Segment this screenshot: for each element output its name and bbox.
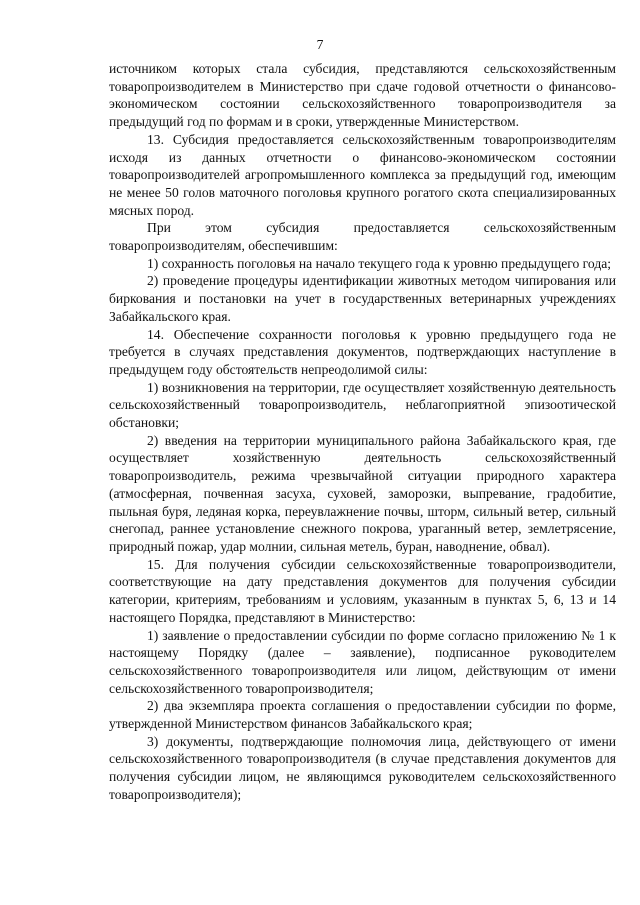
paragraph-item-15: 15. Для получения субсидии сельскохозяйственные товаропроизводители, соответствующие на дату представления документов для получения субсидии категории, критериям, требованиям и условиям, указанным в пунктах 5, 6, 13 и 14 настоящего Порядка, представляют в Министерство: bbox=[109, 556, 616, 625]
paragraph-continuation: источником которых стала субсидия, представляются сельскохозяйственным товаропроизводителем в Министерство при сдаче годовой отчетности о финансово-экономическом состоянии сельскохозяйственного товаропроизводителя за предыдущий год по формам и в сроки, утвержденные Министерством. bbox=[109, 61, 616, 130]
page-number: 7 bbox=[316, 37, 324, 52]
paragraph-document-3: 3) документы, подтверждающие полномочия лица, действующего от имени сельскохозяйственного товаропроизводителя (в случае представления документов для получения субсидии лицом, не являющимся руководителем сельскохозяйственного товаропроизводителя); bbox=[109, 733, 616, 802]
paragraph-document-2: 2) два экземпляра проекта соглашения о предоставлении субсидии по форме, утвержденной Министерством финансов Забайкальского края; bbox=[109, 698, 616, 732]
paragraph-item-13: 13. Субсидия предоставляется сельскохозяйственным товаропроизводителям исходя из данных отчетности о финансово-экономическом состоянии товаропроизводителей агропромышленного комплекса за предыдущий год, имеющим не менее 50 голов маточного поголовья крупного рогатого скота специализированных мясных пород. bbox=[109, 131, 616, 218]
paragraph-item-14: 14. Обеспечение сохранности поголовья к уровню предыдущего года не требуется в случаях представления документов, подтверждающих наступление в предыдущем году обстоятельств непреодолимой силы: bbox=[109, 326, 616, 377]
paragraph-condition-2: 2) проведение процедуры идентификации животных методом чипирования или биркования и постановки на учет в государственных ветеринарных учреждениях Забайкальского края. bbox=[109, 273, 616, 324]
paragraph-force-majeure-2: 2) введения на территории муниципального района Забайкальского края, где осуществляет хозяйственную деятельность сельскохозяйственный товаропроизводитель, режима чрезвычайной ситуации природного характера (атмосферная, почвенная засуха, суховей, заморозки, выпревание, градобитие, пыльная буря, ледяная корка, переувлажнение почвы, шторм, сильный ветер, сильный снегопад, раннее установление снежного покрова, ураганный ветер, землетрясение, природный пожар, удар молнии, сильная метель, буран, наводнение, обвал). bbox=[109, 432, 616, 554]
paragraph-document-1: 1) заявление о предоставлении субсидии по форме согласно приложению № 1 к настоящему Порядку (далее – заявление), подписанное руководителем сельскохозяйственного товаропроизводителя или лицом, действующим от имени сельскохозяйственного товаропроизводителя; bbox=[109, 627, 616, 696]
paragraph-condition-1: 1) сохранность поголовья на начало текущего года к уровню предыдущего года; bbox=[147, 255, 612, 271]
paragraph-conditions-intro: При этом субсидия предоставляется сельскохозяйственным товаропроизводителям, обеспечившим: bbox=[109, 220, 616, 254]
paragraph-force-majeure-1: 1) возникновения на территории, где осуществляет хозяйственную деятельность сельскохозяйственный товаропроизводитель, неблагоприятной эпизоотической обстановки; bbox=[109, 379, 616, 431]
document-body bbox=[109, 60, 616, 804]
